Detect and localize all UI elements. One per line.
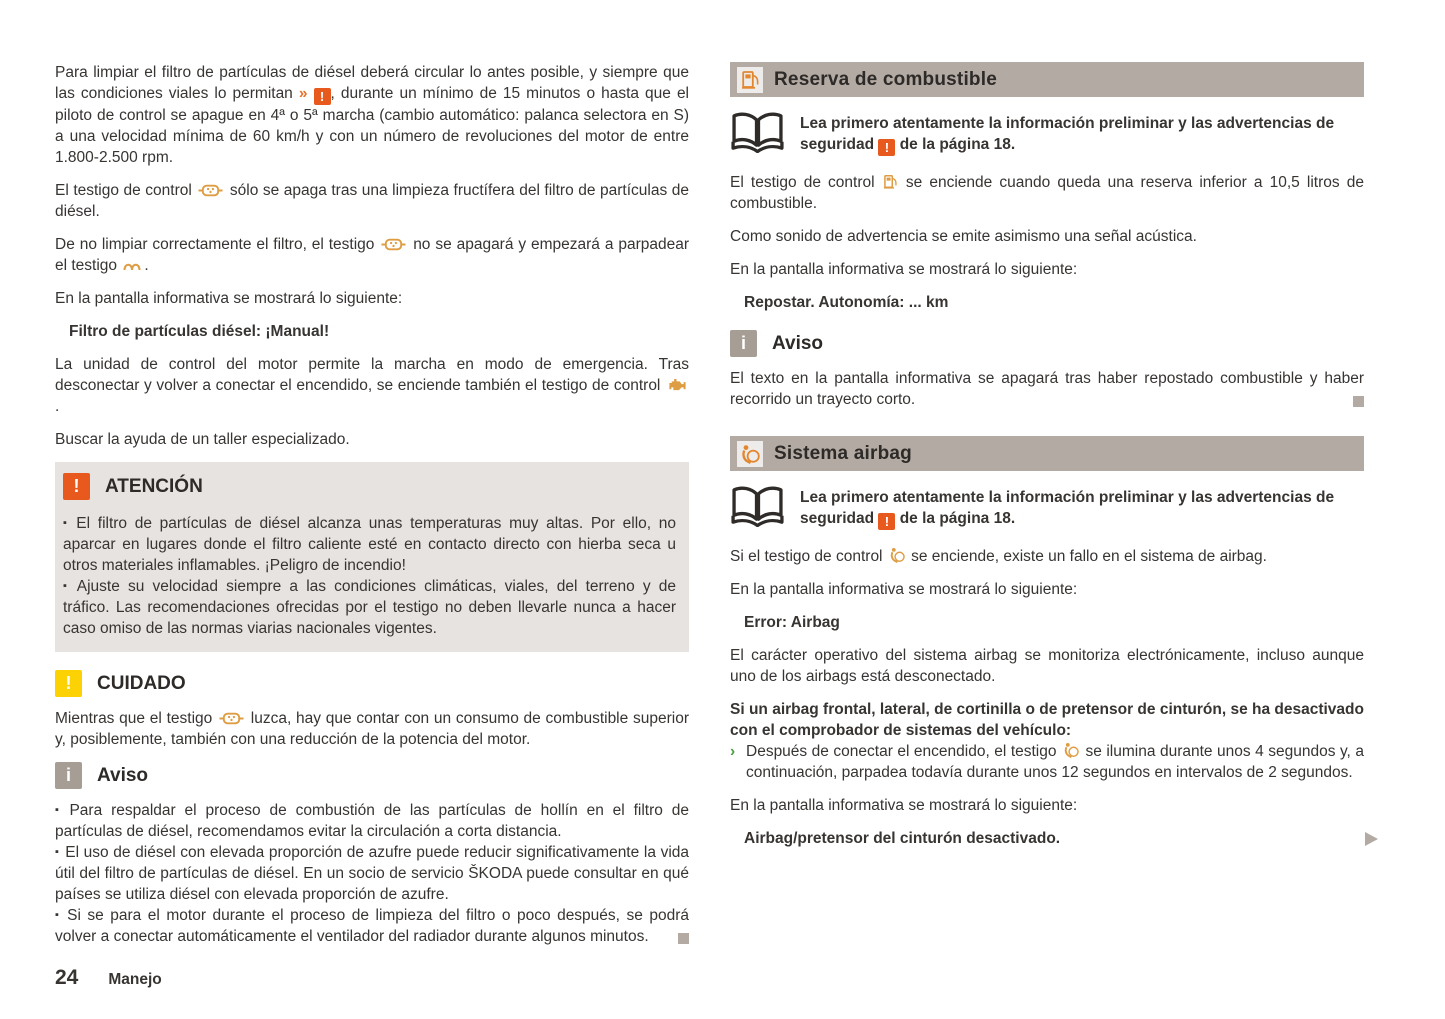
notice-bullet-3: ▪ Si se para el motor durante el proceso de limpieza del filtro o poco después, se podrá volver a conectar automáticamente el ventilador del radiador durante algunos minutos. xyxy=(55,907,689,945)
notice-paragraph: El texto en la pantalla informativa se apagará tras haber repostado combustible y haber recorrido un trayecto corto. xyxy=(730,370,1364,408)
caution-header xyxy=(55,670,689,697)
airbag-indicator-icon xyxy=(889,547,905,563)
section-end-marker xyxy=(678,933,689,944)
paragraph-airbag-lamp: Si el testigo de control se enciende, existe un fallo en el sistema de airbag. xyxy=(730,548,1267,565)
page-number: 24 xyxy=(55,966,79,989)
paragraph-airbag-deactivated-intro: Si un airbag frontal, lateral, de cortinilla o de pretensor de cinturón, se ha desactivado con el comprobador de sistemas del vehículo: xyxy=(730,701,1364,739)
bullet-icon: ▪ xyxy=(55,846,60,858)
display-message-airbag-deactivated: Airbag/pretensor del cinturón desactivado. xyxy=(744,828,1378,849)
paragraph-seek-workshop: Buscar la ayuda de un taller especializado. xyxy=(55,431,350,448)
caution-title: CUIDADO xyxy=(97,672,186,694)
page-footer xyxy=(55,966,162,990)
attention-title: ATENCIÓN xyxy=(105,475,203,497)
caution-warning-icon: ! xyxy=(55,670,82,697)
notice-header xyxy=(730,330,1364,357)
bullet-icon: ▪ xyxy=(63,580,71,592)
attention-header xyxy=(63,473,676,500)
reference-chevron: » xyxy=(298,85,308,102)
paragraph-acoustic-signal: Como sonido de advertencia se emite asimismo una señal acústica. xyxy=(730,228,1197,245)
caution-section xyxy=(55,670,689,750)
check-engine-indicator-icon xyxy=(667,377,687,392)
caution-paragraph: Mientras que el testigo luzca, hay que contar con un consumo de combustible superior y, posiblemente, también con una reducción de la potencia del motor. xyxy=(55,710,689,748)
dpf-indicator-icon xyxy=(198,184,223,197)
info-icon: i xyxy=(55,762,82,789)
bullet-icon: ▪ xyxy=(63,517,71,529)
paragraph-dpf-blinking: De no limpiar correctamente el filtro, el testigo no se apagará y empezará a parpadear el testigo . xyxy=(55,236,689,274)
read-first-note-fuel xyxy=(730,111,1364,156)
attention-bullet-2: ▪ Ajuste su velocidad siempre a las condiciones climáticas, viales, del terreno y de tráfico. Las recomendaciones ofrecidas por el testigo no deben llevarle nunca a hacer caso omiso de las normas viarias nacionales vigentes. xyxy=(63,578,676,637)
notice-header xyxy=(55,762,689,789)
dpf-indicator-icon xyxy=(219,712,244,725)
fuel-pump-icon xyxy=(737,67,763,93)
airbag-icon xyxy=(737,441,763,467)
section-title: Reserva de combustible xyxy=(774,68,997,90)
dpf-indicator-icon xyxy=(381,238,406,251)
green-chevron-icon: › xyxy=(730,743,736,760)
notice-section-fuel xyxy=(730,330,1364,410)
paragraph-display-intro: En la pantalla informativa se mostrará lo siguiente: xyxy=(55,290,403,307)
notice-title: Aviso xyxy=(772,332,824,354)
paragraph-dpf-lamp-off: El testigo de control sólo se apaga tras una limpieza fructífera del filtro de partículas de diésel. xyxy=(55,182,689,220)
open-book-icon xyxy=(730,485,785,527)
attention-box xyxy=(55,462,689,652)
paragraph-emergency-mode: La unidad de control del motor permite la marcha en modo de emergencia. Tras desconectar y volver a conectar el encendido, se enciende también el testigo de control . xyxy=(55,356,689,415)
info-icon: i xyxy=(730,330,757,357)
paragraph-display-intro: En la pantalla informativa se mostrará lo siguiente: xyxy=(730,581,1078,598)
display-message-refuel: Repostar. Autonomía: ... km xyxy=(744,294,949,311)
notice-bullet-2: ▪ El uso de diésel con elevada proporción de azufre puede reducir significativamente la vida útil del filtro de partículas de diésel. En un socio de servicio ŠKODA puede consultar en qué países se utiliza diésel con elevada proporción de azufre. xyxy=(55,844,690,903)
section-title: Sistema airbag xyxy=(774,442,912,464)
section-header-fuel-reserve xyxy=(730,62,1364,97)
paragraph-display-intro: En la pantalla informativa se mostrará lo siguiente: xyxy=(730,261,1078,278)
paragraph-fuel-lamp: El testigo de control se enciende cuando queda una reserva inferior a 10,5 litros de combustible. xyxy=(730,174,1364,212)
notice-bullet-1: ▪ Para respaldar el proceso de combustión de las partículas de hollín en el filtro de partículas de diésel, recomendamos evitar la circulación a corta distancia. xyxy=(55,802,689,840)
read-first-text: Lea primero atentamente la información preliminar y las advertencias de seguridad ! de la página 18. xyxy=(800,115,1335,155)
attention-warning-icon: ! xyxy=(63,473,90,500)
notice-section-left xyxy=(55,762,689,947)
section-end-marker xyxy=(1353,396,1364,407)
display-message-dpf-manual: Filtro de partículas diésel: ¡Manual! xyxy=(69,323,330,340)
section-header-airbag xyxy=(730,436,1364,471)
airbag-indicator-icon xyxy=(1063,742,1079,758)
paragraph-display-intro: En la pantalla informativa se mostrará lo siguiente: xyxy=(730,797,1078,814)
warning-reference-icon: ! xyxy=(314,88,331,105)
read-first-text: Lea primero atentamente la información preliminar y las advertencias de seguridad ! de la página 18. xyxy=(800,489,1335,529)
list-item-airbag-lamp-behavior: › Después de conectar el encendido, el testigo se ilumina durante unos 4 segundos y, a continuación, parpadea todavía durante unos 12 segundos en intervalos de 2 segundos. xyxy=(730,743,1364,781)
warning-reference-icon: ! xyxy=(878,139,895,156)
notice-title: Aviso xyxy=(97,764,149,786)
right-column xyxy=(730,62,1364,861)
display-message-error-airbag: Error: Airbag xyxy=(744,614,840,631)
left-column xyxy=(55,62,689,951)
warning-reference-icon: ! xyxy=(878,513,895,530)
continuation-arrow-icon xyxy=(1365,832,1378,846)
bullet-icon: ▪ xyxy=(55,909,62,921)
open-book-icon xyxy=(730,111,785,153)
glow-plug-indicator-icon xyxy=(123,260,142,272)
paragraph-dpf-cleaning: Para limpiar el filtro de partículas de diésel deberá circular lo antes posible, y siempre que las condiciones viales lo permitan » ! , durante un mínimo de 15 minutos o hasta que el piloto de control se apague en 4ª o 5ª marcha (cambio automático: palanca selectora en S) a una velocidad mínima de 60 km/h y con un número de revoluciones del motor de entre 1.800-2.500 rpm. xyxy=(55,64,690,166)
attention-bullet-1: ▪ El filtro de partículas de diésel alcanza unas temperaturas muy altas. Por ello, no aparcar en lugares donde el filtro caliente esté en contacto directo con hierba seca u otros materiales inflamables. ¡Peligro de incendio! xyxy=(63,515,676,574)
read-first-note-airbag xyxy=(730,485,1364,530)
bullet-icon: ▪ xyxy=(55,804,64,816)
paragraph-airbag-monitoring: El carácter operativo del sistema airbag se monitoriza electrónicamente, incluso aunque uno de los airbags está desconectado. xyxy=(730,647,1364,685)
fuel-pump-indicator-icon xyxy=(884,174,897,189)
footer-section-label: Manejo xyxy=(108,971,162,988)
